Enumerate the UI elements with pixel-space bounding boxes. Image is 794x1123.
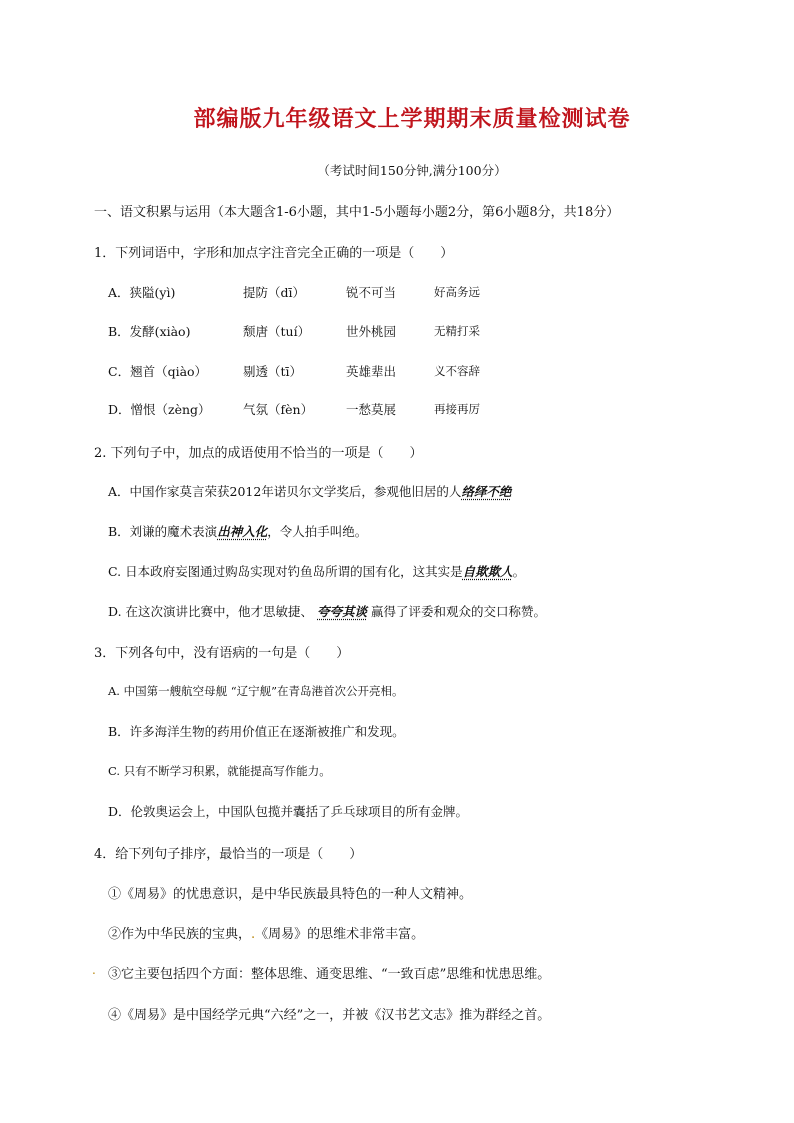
q2-d-idiom: 夸夸其谈 bbox=[317, 604, 368, 619]
q2-c-text: C. 日本政府妄图通过购岛实现对钓鱼岛所谓的国有化，这其实是 bbox=[108, 564, 463, 579]
q2-a-idiom: 络绎不绝 bbox=[461, 484, 512, 499]
q2-option-b bbox=[108, 522, 367, 540]
q3-option-d: D．伦敦奥运会上，中国队包揽并囊括了乒乓球项目的所有金牌。 bbox=[108, 804, 469, 819]
q2-d-text: D. 在这次演讲比赛中，他才思敏捷、 bbox=[108, 604, 314, 619]
q1-b-col4: 无精打采 bbox=[434, 324, 480, 338]
q1-a-col3: 锐不可当 bbox=[346, 285, 397, 300]
q1-b-col3: 世外桃园 bbox=[346, 324, 397, 339]
q1-d-col4: 再接再厉 bbox=[434, 402, 480, 416]
section-heading: 一、语文积累与运用（本大题含1-6小题，其中1-5小题每小题2分，第6小题8分，共18分） bbox=[94, 205, 620, 220]
q1-d-col3: 一愁莫展 bbox=[346, 402, 397, 417]
q1-stem: 1．下列词语中，字形和加点字注音完全正确的一项是（ ） bbox=[94, 246, 454, 261]
q2-option-a bbox=[108, 482, 511, 500]
q1-c-col3: 英雄辈出 bbox=[346, 364, 397, 379]
q4-s2-part1: ②作为中华民族的宝典， bbox=[108, 927, 252, 942]
q4-s2-part2: 《周易》的思维术非常丰富。 bbox=[255, 927, 425, 942]
q1-a-label: A．狭隘(yì) bbox=[108, 285, 176, 300]
q2-stem: 2. 下列句子中，加点的成语使用不恰当的一项是（ ） bbox=[94, 446, 423, 461]
q2-c-idiom: 自欺欺人 bbox=[462, 564, 513, 579]
exam-title: 部编版九年级语文上学期期末质量检测试卷 bbox=[193, 106, 631, 132]
q1-c-label: C．翘首（qiào） bbox=[108, 364, 208, 379]
q4-sentence-4: ④《周易》是中国经学元典“六经”之一，并被《汉书艺文志》推为群经之首。 bbox=[108, 1008, 551, 1023]
q1-d-label: D．憎恨（zèng） bbox=[108, 402, 211, 417]
stray-mark: . bbox=[92, 963, 96, 977]
q3-stem: 3．下列各句中，没有语病的一句是（ ） bbox=[94, 646, 350, 661]
q4-stem: 4．给下列句子排序，最恰当的一项是（ ） bbox=[94, 847, 363, 862]
q2-b-text: B．刘谦的魔术表演 bbox=[108, 524, 218, 539]
q2-d-tail: 赢得了评委和观众的交口称赞。 bbox=[371, 604, 547, 619]
q2-option-c bbox=[108, 562, 525, 580]
q3-option-b: B．许多海洋生物的药用价值正在逐渐被推广和发现。 bbox=[108, 724, 405, 739]
q2-b-idiom: 出神入化 bbox=[217, 524, 268, 539]
q1-b-col2: 颓唐（tuí） bbox=[243, 324, 311, 339]
q2-b-tail: ，令人拍手叫绝。 bbox=[267, 524, 368, 539]
q3-option-c: C. 只有不断学习积累，就能提高写作能力。 bbox=[108, 764, 331, 778]
q1-a-col2: 提防（dī） bbox=[243, 285, 305, 300]
q1-d-col2: 气氛（fèn） bbox=[243, 402, 314, 417]
q4-sentence-2: ②作为中华民族的宝典，.《周易》的思维术非常丰富。 bbox=[108, 927, 425, 942]
q4-sentence-3: ③它主要包括四个方面：整体思维、通变思维、“一致百虑”思维和忧患思维。 bbox=[108, 967, 551, 982]
q2-c-tail: 。 bbox=[512, 564, 526, 579]
q3-option-a: A. 中国第一艘航空母舰 “辽宁舰”在青岛港首次公开亮相。 bbox=[108, 684, 404, 698]
q1-a-col4: 好高务远 bbox=[434, 285, 480, 299]
q2-option-d bbox=[108, 602, 546, 620]
q1-c-col4: 义不容辞 bbox=[434, 364, 480, 378]
q2-a-text: A．中国作家莫言荣获2012年诺贝尔文学奖后，参观他旧居的人 bbox=[108, 484, 462, 499]
exam-subtitle: （考试时间150分钟,满分100分） bbox=[317, 163, 507, 178]
q1-b-label: B．发酵(xiào) bbox=[108, 324, 191, 339]
q1-c-col2: 剔透（tī） bbox=[243, 364, 303, 379]
q4-sentence-1: ①《周易》的忧患意识，是中华民族最具特色的一种人文精神。 bbox=[108, 887, 473, 902]
